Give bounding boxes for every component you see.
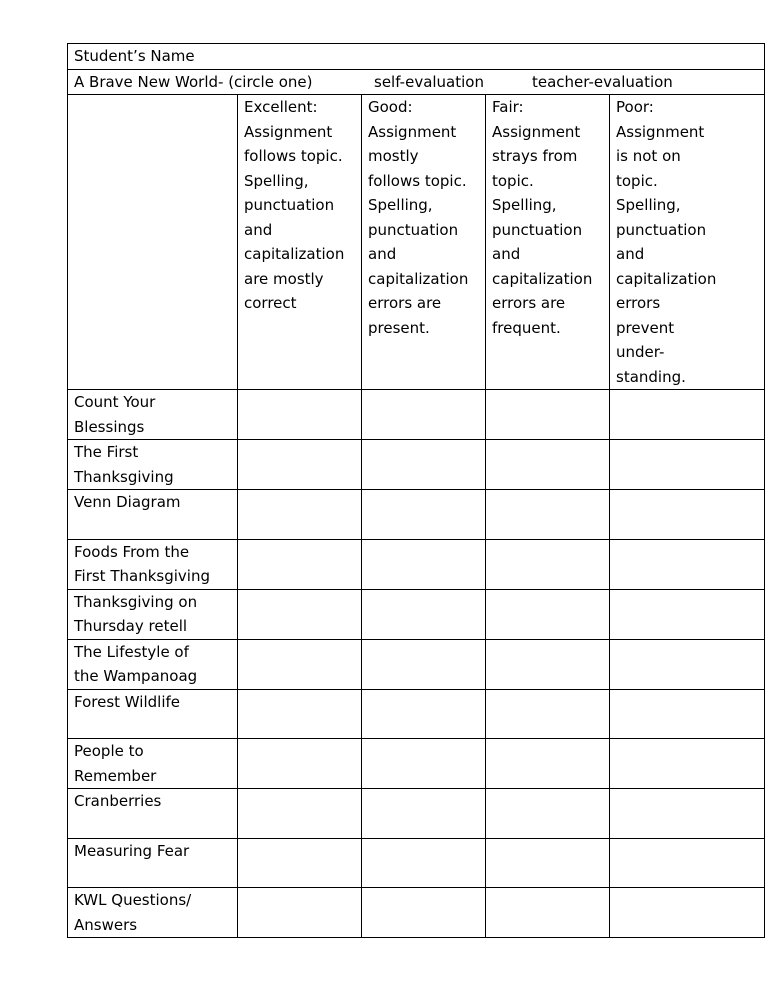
score-cell-fair[interactable] (486, 539, 610, 589)
score-cell-fair[interactable] (486, 789, 610, 839)
score-cell-good[interactable] (362, 888, 486, 938)
assignment-title: A Brave New World- (circle one) (74, 72, 313, 91)
score-cell-excellent[interactable] (238, 739, 362, 789)
assignment-label: Foods From the First Thanksgiving (68, 539, 238, 589)
score-cell-poor[interactable] (610, 739, 765, 789)
self-evaluation-option[interactable]: self-evaluation (374, 72, 484, 91)
score-cell-fair[interactable] (486, 838, 610, 888)
score-cell-excellent[interactable] (238, 539, 362, 589)
score-cell-poor[interactable] (610, 440, 765, 490)
assignment-row (68, 539, 765, 589)
score-cell-excellent[interactable] (238, 789, 362, 839)
score-cell-poor[interactable] (610, 888, 765, 938)
score-cell-fair[interactable] (486, 589, 610, 639)
score-cell-excellent[interactable] (238, 440, 362, 490)
rubric-table (67, 43, 765, 938)
criteria-row (68, 95, 765, 390)
assignment-row (68, 639, 765, 689)
score-cell-good[interactable] (362, 639, 486, 689)
assignment-rows (68, 390, 765, 938)
assignment-label: Cranberries (68, 789, 238, 839)
criterion-excellent: Excellent: Assignment follows topic. Spelling, punctuation and capitalization are mostly correct (238, 95, 362, 390)
score-cell-fair[interactable] (486, 390, 610, 440)
evaluation-mode-cell (68, 69, 765, 95)
student-name-row (68, 44, 765, 70)
assignment-row (68, 390, 765, 440)
score-cell-excellent[interactable] (238, 639, 362, 689)
score-cell-good[interactable] (362, 739, 486, 789)
score-cell-good[interactable] (362, 838, 486, 888)
assignment-row (68, 440, 765, 490)
score-cell-excellent[interactable] (238, 490, 362, 540)
score-cell-good[interactable] (362, 589, 486, 639)
score-cell-fair[interactable] (486, 888, 610, 938)
assignment-row (68, 739, 765, 789)
assignment-label: The Lifestyle of the Wampanoag (68, 639, 238, 689)
assignment-label: KWL Questions/ Answers (68, 888, 238, 938)
score-cell-poor[interactable] (610, 539, 765, 589)
score-cell-poor[interactable] (610, 789, 765, 839)
criteria-corner-cell (68, 95, 238, 390)
evaluation-mode-row (68, 69, 765, 95)
assignment-label: Venn Diagram (68, 490, 238, 540)
score-cell-good[interactable] (362, 539, 486, 589)
score-cell-excellent[interactable] (238, 589, 362, 639)
assignment-row (68, 838, 765, 888)
assignment-row (68, 490, 765, 540)
score-cell-fair[interactable] (486, 440, 610, 490)
score-cell-excellent[interactable] (238, 390, 362, 440)
score-cell-fair[interactable] (486, 739, 610, 789)
student-name-field[interactable]: Student’s Name (68, 44, 765, 70)
assignment-label: Measuring Fear (68, 838, 238, 888)
score-cell-poor[interactable] (610, 589, 765, 639)
criterion-poor: Poor: Assignment is not on topic. Spelling, punctuation and capitalization errors prevent under- standing. (610, 95, 765, 390)
score-cell-good[interactable] (362, 440, 486, 490)
score-cell-fair[interactable] (486, 689, 610, 739)
score-cell-excellent[interactable] (238, 838, 362, 888)
teacher-evaluation-option[interactable]: teacher-evaluation (532, 72, 673, 91)
assignment-label: Count Your Blessings (68, 390, 238, 440)
assignment-label: Thanksgiving on Thursday retell (68, 589, 238, 639)
criterion-good: Good: Assignment mostly follows topic. Spelling, punctuation and capitalization errors are present. (362, 95, 486, 390)
score-cell-poor[interactable] (610, 838, 765, 888)
score-cell-excellent[interactable] (238, 888, 362, 938)
assignment-label: People to Remember (68, 739, 238, 789)
score-cell-good[interactable] (362, 490, 486, 540)
assignment-row (68, 589, 765, 639)
score-cell-excellent[interactable] (238, 689, 362, 739)
score-cell-poor[interactable] (610, 490, 765, 540)
assignment-label: Forest Wildlife (68, 689, 238, 739)
assignment-row (68, 888, 765, 938)
score-cell-poor[interactable] (610, 639, 765, 689)
score-cell-poor[interactable] (610, 390, 765, 440)
score-cell-fair[interactable] (486, 639, 610, 689)
assignment-row (68, 689, 765, 739)
criterion-fair: Fair: Assignment strays from topic. Spelling, punctuation and capitalization errors are frequent. (486, 95, 610, 390)
score-cell-fair[interactable] (486, 490, 610, 540)
score-cell-good[interactable] (362, 390, 486, 440)
assignment-label: The First Thanksgiving (68, 440, 238, 490)
assignment-row (68, 789, 765, 839)
score-cell-good[interactable] (362, 789, 486, 839)
score-cell-poor[interactable] (610, 689, 765, 739)
score-cell-good[interactable] (362, 689, 486, 739)
